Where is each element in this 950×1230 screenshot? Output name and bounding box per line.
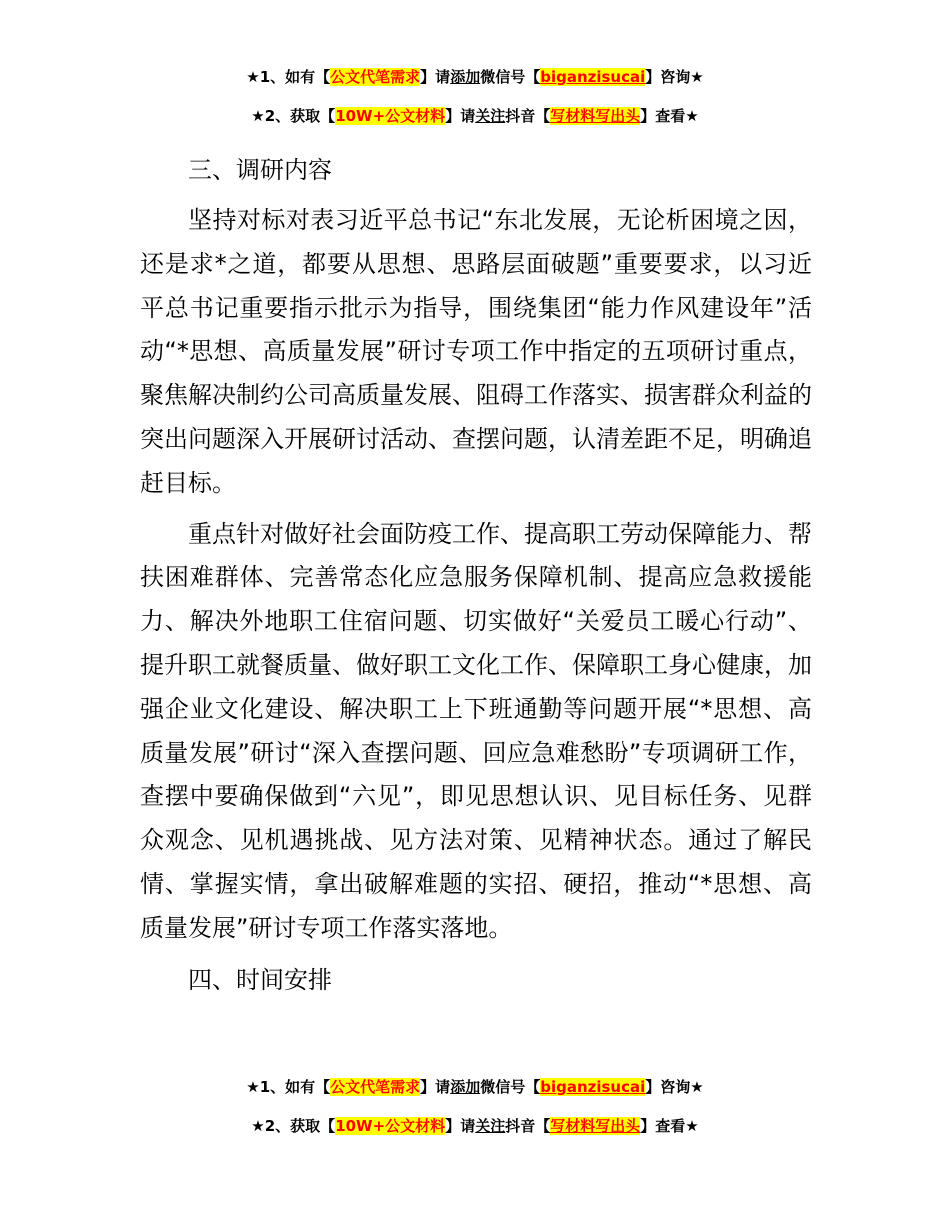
star-icon: ★ [251, 107, 265, 125]
star-icon: ★ [246, 68, 260, 86]
wechat-id[interactable]: biganzisucai [540, 1078, 646, 1096]
douyin-id[interactable]: 写材料写出头 [550, 1117, 641, 1135]
highlight-ghostwriting: 公文代笔需求 [330, 1078, 421, 1096]
underlined-add: 添加 [450, 68, 481, 86]
underlined-add: 添加 [450, 1078, 481, 1096]
highlight-materials: 10W+公文材料 [335, 1117, 446, 1135]
underlined-follow: 关注 [475, 107, 506, 125]
wechat-id[interactable]: biganzisucai [540, 68, 646, 86]
star-icon: ★ [246, 1078, 260, 1096]
top-ad-line-1: ★1、如有【公文代笔需求】请添加微信号【biganzisucai】咨询★ [246, 68, 704, 86]
paragraph-research-purpose: 坚持对标对表习近平总书记“东北发展，无论析困境之因，还是求*之道，都要从思想、思路层面破题”重要要求，以习近平总书记重要指示批示为指导，围绕集团“能力作风建设年”活动“*思想、高质量发展”研讨专项工作中指定的五项研讨重点，聚焦解决制约公司高质量发展、阻碍工作落实、损害群众利益的突出问题深入开展研讨活动、查摆问题，认清差距不足，明确追赶目标。 [140, 206, 812, 497]
highlight-ghostwriting: 公文代笔需求 [330, 68, 421, 86]
highlight-materials: 10W+公文材料 [335, 107, 446, 125]
star-icon: ★ [251, 1117, 265, 1135]
document-body [140, 148, 812, 1002]
underlined-follow: 关注 [475, 1117, 506, 1135]
paragraph-research-focus: 重点针对做好社会面防疫工作、提高职工劳动保障能力、帮扶困难群体、完善常态化应急服务保障机制、提高应急救援能力、解决外地职工住宿问题、切实做好“关爱员工暖心行动”、提升职工就餐质量、做好职工文化工作、保障职工身心健康，加强企业文化建设、解决职工上下班通勤等问题开展“*思想、高质量发展”研讨“深入查摆问题、回应急难愁盼”专项调研工作，查摆中要确保做到“六见”，即见思想认识、见目标任务、见群众观念、见机遇挑战、见方法对策、见精神状态。通过了解民情、掌握实情，拿出破解难题的实招、硬招，推动“*思想、高质量发展”研讨专项工作落实落地。 [140, 519, 812, 942]
bottom-ad-line-1: ★1、如有【公文代笔需求】请添加微信号【biganzisucai】咨询★ [246, 1078, 704, 1096]
section-heading-research-content: 三、调研内容 [188, 156, 332, 184]
bottom-ad-line-2: ★2、获取【10W+公文材料】请关注抖音【写材料写出头】查看★ [251, 1117, 699, 1135]
top-ad-line-2: ★2、获取【10W+公文材料】请关注抖音【写材料写出头】查看★ [251, 107, 699, 125]
section-heading-schedule: 四、时间安排 [188, 965, 332, 994]
douyin-id[interactable]: 写材料写出头 [550, 107, 641, 125]
